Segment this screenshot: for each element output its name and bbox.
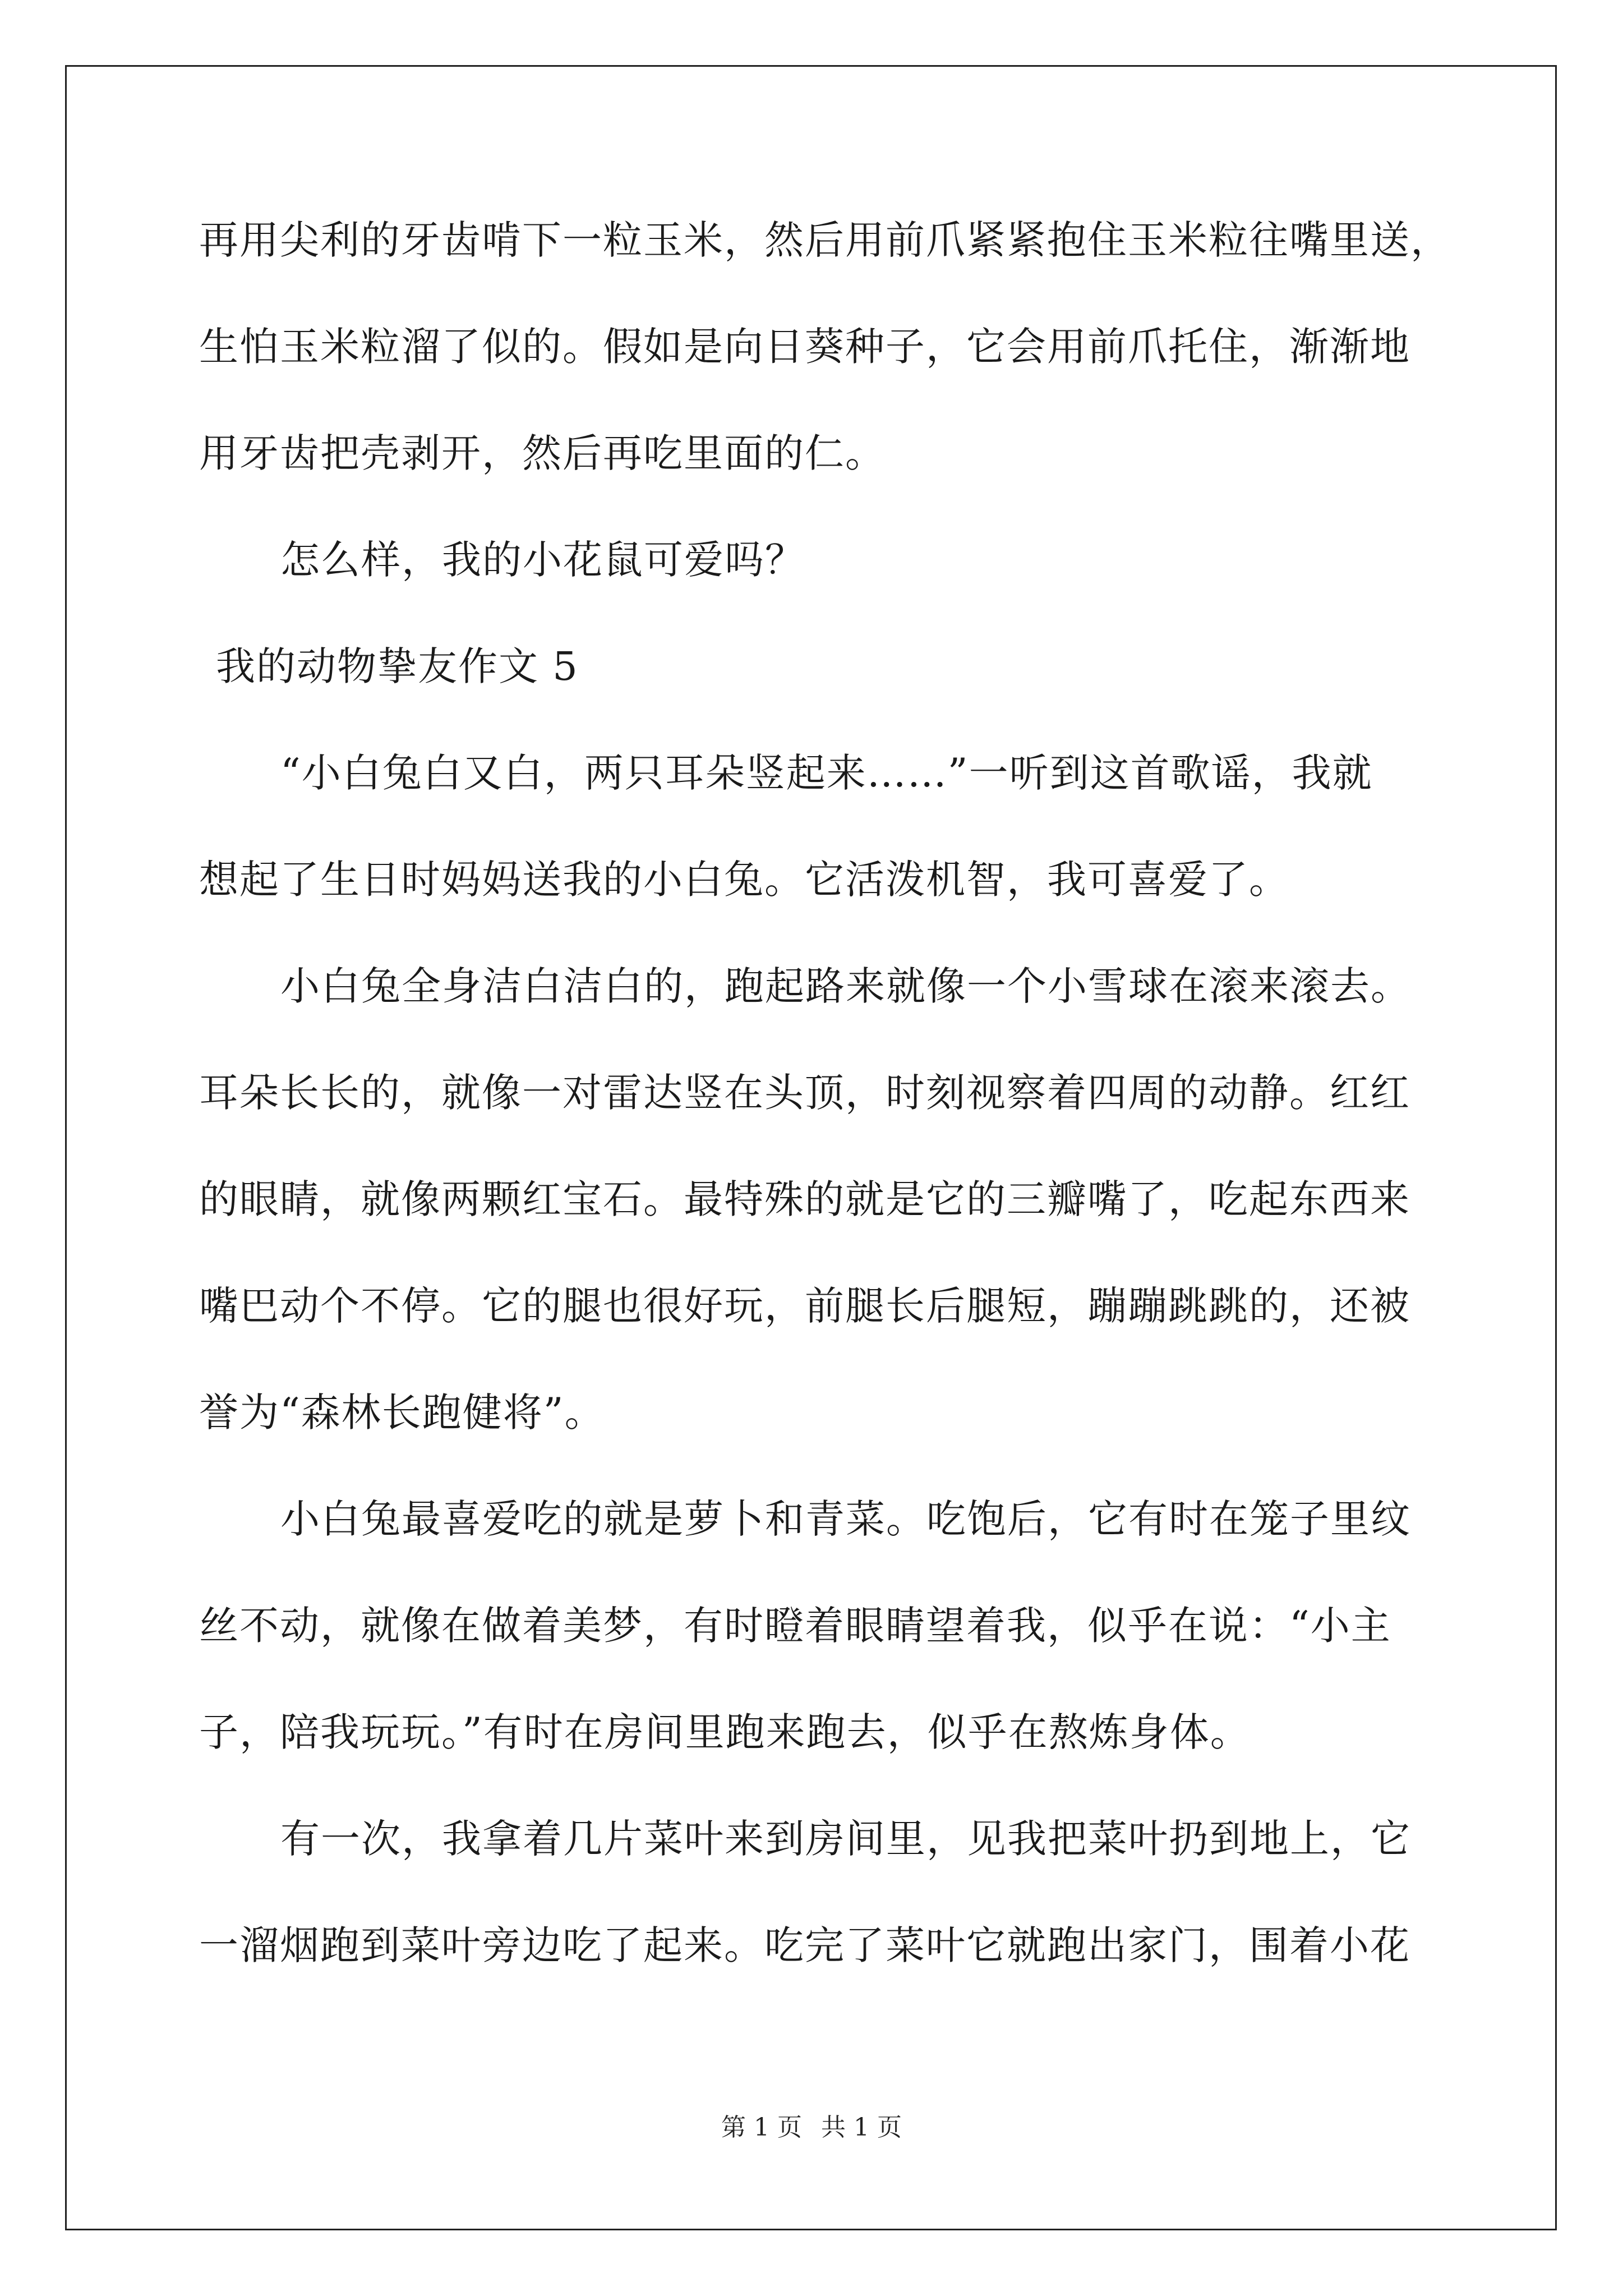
text-line: 誉为“森林长跑健将”。 [199,1389,605,1435]
section-heading: 我的动物挚友作文 5 [216,643,579,689]
text-line: 用牙齿把壳剥开，然后再吃里面的仁。 [199,430,886,476]
text-line: 耳朵长长的，就像一对雷达竖在头顶，时刻视察着四周的动静。红红 [199,1070,1410,1116]
text-line: 丝不动，就像在做着美梦，有时瞪着眼睛望着我，似乎在说：“小主 [199,1603,1391,1649]
paragraph-start-line: 怎么样，我的小花鼠可爱吗？ [280,537,805,583]
paragraph-start-line: 小白兔全身洁白洁白的，跑起路来就像一个小雪球在滚来滚去。 [280,963,1411,1009]
text-line: 子，陪我玩玩。”有时在房间里跑来跑去，似乎在熬炼身体。 [199,1709,1251,1755]
text-line: 再用尖利的牙齿啃下一粒玉米，然后用前爪紧紧抱住玉米粒往嘴里送， [199,217,1451,263]
text-line: 一溜烟跑到菜叶旁边吃了起来。吃完了菜叶它就跑出家门，围着小花 [199,1922,1410,1968]
paragraph-start-line: “小白兔白又白，两只耳朵竖起来……”一听到这首歌谣，我就 [280,750,1373,796]
text-line: 的眼睛，就像两颗红宝石。最特殊的就是它的三瓣嘴了，吃起东西来 [199,1176,1410,1222]
text-line: 想起了生日时妈妈送我的小白兔。它活泼机智，我可喜爱了。 [199,857,1289,903]
document-body [199,209,1451,2021]
paragraph-start-line: 有一次，我拿着几片菜叶来到房间里，见我把菜叶扔到地上，它 [280,1816,1411,1862]
page-total: 共 1 页 [821,2113,902,2142]
text-line: 生怕玉米粒溜了似的。假如是向日葵种子，它会用前爪托住，渐渐地 [199,324,1410,370]
paragraph-start-line: 小白兔最喜爱吃的就是萝卜和青菜。吃饱后，它有时在笼子里纹 [280,1496,1411,1542]
page-footer [0,2107,1623,2143]
page-number: 第 1 页 [721,2113,802,2142]
text-line: 嘴巴动个不停。它的腿也很好玩，前腿长后腿短，蹦蹦跳跳的，还被 [199,1283,1410,1329]
